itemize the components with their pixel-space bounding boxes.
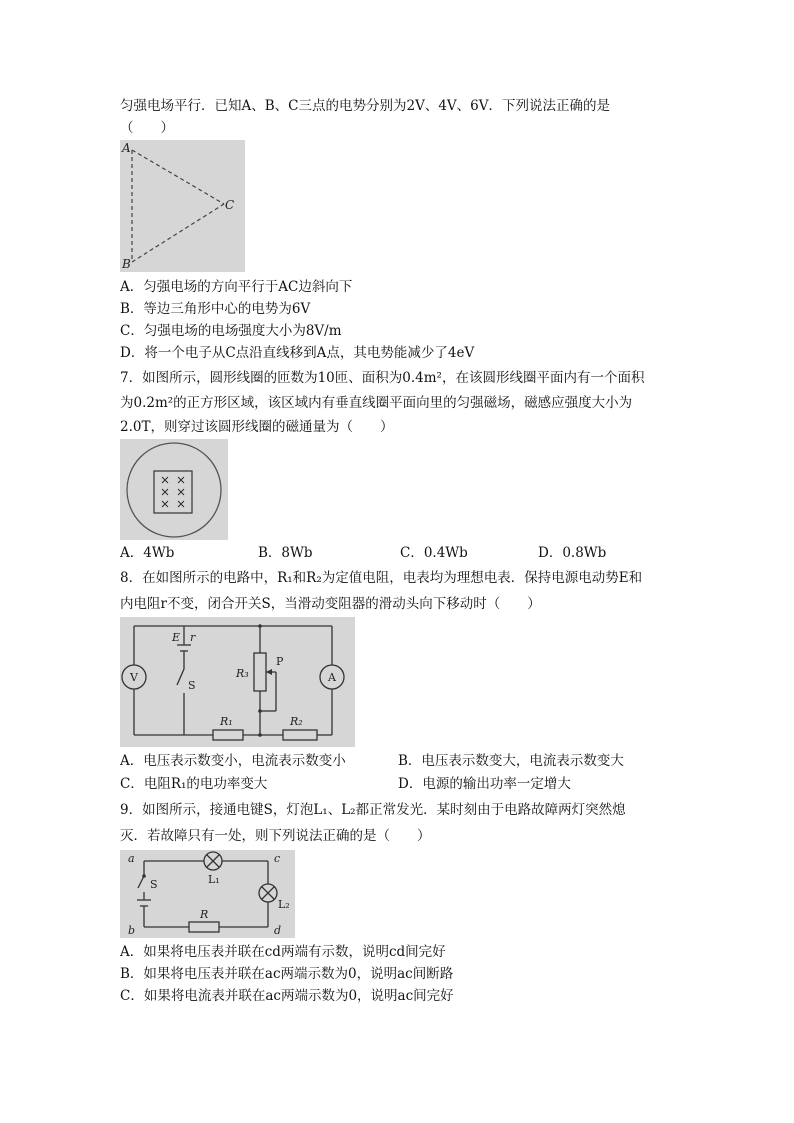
q6-option-c: C．匀强电场的电场强度大小为8V/m (120, 323, 342, 339)
q9-resistor-label: R (200, 908, 209, 921)
q6-label-a: A (122, 141, 131, 155)
q9-option-a: A．如果将电压表并联在cd两端有示数，说明cd间完好 (120, 944, 446, 960)
q9-label-a: a (128, 852, 135, 865)
q6-label-c: C (225, 198, 235, 212)
q9-stem-line-1: 9．如图所示，接通电键S，灯泡L₁、L₂都正常发光．某时刻由于电路故障两灯突然熄 (120, 802, 626, 818)
q6-option-b: B．等边三角形中心的电势为6V (120, 301, 311, 317)
q7-coil-figure (120, 439, 228, 540)
q8-circuit-figure (120, 617, 355, 747)
q9-switch-label: S (150, 878, 158, 891)
q8-internal-r-label: r (190, 631, 196, 644)
q7-option-c: C．0.4Wb (400, 545, 468, 561)
q9-lamp-l2-label: L₂ (278, 898, 290, 911)
q7-option-d: D．0.8Wb (538, 545, 607, 561)
q6-triangle-figure (120, 140, 245, 272)
q8-r2-label: R₂ (290, 715, 303, 728)
q7-option-b: B．8Wb (258, 545, 313, 561)
q8-r3-label: R₃ (236, 667, 249, 680)
q8-stem-line-2: 内电阻r不变，闭合开关S，当滑动变阻器的滑动头向下移动时（ ） (120, 596, 541, 612)
q9-stem-line-2: 灭．若故障只有一处，则下列说法正确的是（ ） (120, 828, 431, 844)
q6-stem-line-2: （ ） (120, 120, 174, 136)
q8-option-d: D．电源的输出功率一定增大 (398, 776, 571, 792)
q8-emf-label: E (172, 631, 181, 644)
q8-option-c: C．电阻R₁的电功率变大 (120, 776, 268, 792)
q9-option-c: C．如果将电流表并联在ac两端示数为0，说明ac间完好 (120, 988, 454, 1004)
q8-stem-line-1: 8．在如图所示的电路中，R₁和R₂为定值电阻，电表均为理想电表．保持电源电动势E和 (120, 570, 643, 586)
q8-option-b: B．电压表示数变大，电流表示数变大 (398, 753, 624, 769)
q9-lamp-l1-label: L₁ (208, 873, 220, 886)
q9-option-b: B．如果将电压表并联在ac两端示数为0，说明ac间断路 (120, 966, 454, 982)
q9-label-c: c (274, 852, 281, 865)
q9-label-b: b (128, 924, 136, 937)
q6-option-a: A．匀强电场的方向平行于AC边斜向下 (120, 279, 353, 295)
q8-r1-label: R₁ (220, 715, 233, 728)
q8-ammeter-label: A (328, 671, 336, 684)
q8-voltmeter-label: V (130, 671, 138, 684)
q9-label-d: d (274, 924, 282, 937)
q8-switch-label: S (188, 679, 196, 692)
q7-stem-line-2: 为0.2m²的正方形区域，该区域内有垂直线圈平面向里的匀强磁场，磁感应强度大小为 (120, 395, 633, 411)
q6-stem-line-1: 匀强电场平行．已知A、B、C三点的电势分别为2V、4V、6V．下列说法正确的是 (120, 98, 611, 114)
q6-option-d: D．将一个电子从C点沿直线移到A点，其电势能减少了4eV (120, 345, 475, 361)
q9-circuit-figure (120, 850, 295, 938)
q7-stem-line-1: 7．如图所示，圆形线圈的匝数为10匝、面积为0.4m²，在该圆形线圈平面内有一个面积 (120, 370, 645, 386)
q6-label-b: B (122, 257, 131, 271)
q7-stem-line-3: 2.0T，则穿过该圆形线圈的磁通量为（ ） (120, 419, 394, 435)
q8-slider-label: P (276, 655, 284, 668)
q8-option-a: A．电压表示数变小，电流表示数变小 (120, 753, 346, 769)
q7-option-a: A．4Wb (120, 545, 175, 561)
